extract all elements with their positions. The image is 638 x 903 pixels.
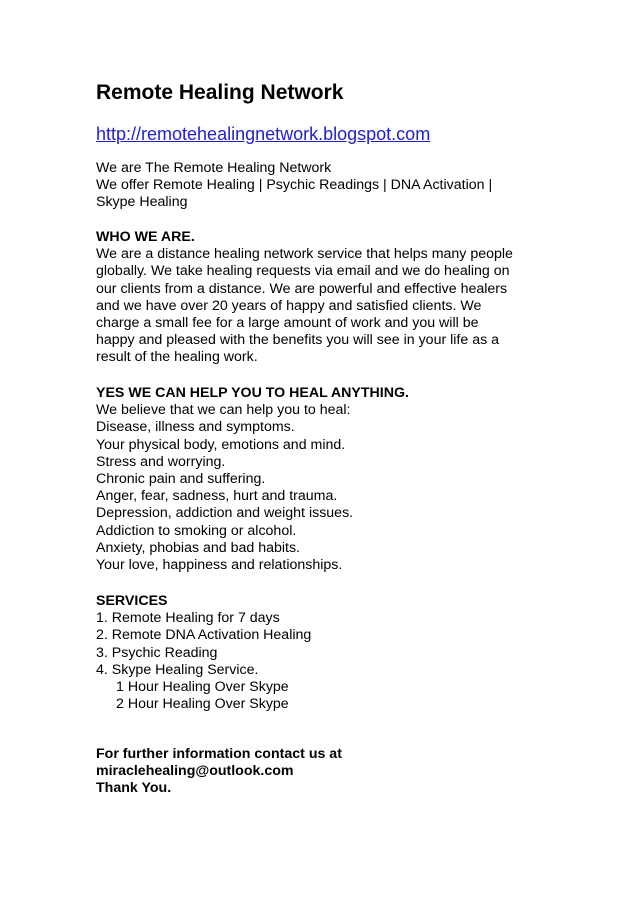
heal-line: Disease, illness and symptoms. xyxy=(96,419,295,436)
service-item: 1. Remote Healing for 7 days xyxy=(96,610,280,627)
heal-line: Depression, addiction and weight issues. xyxy=(96,505,354,522)
service-item: 3. Psychic Reading xyxy=(96,644,218,661)
heal-anything-heading: YES WE CAN HELP YOU TO HEAL ANYTHING. xyxy=(96,385,409,401)
intro-line: We offer Remote Healing | Psychic Readings | DNA Activation | xyxy=(96,177,493,194)
document-title: Remote Healing Network xyxy=(96,81,344,104)
intro-line: We are The Remote Healing Network xyxy=(96,160,332,176)
thank-you-line: Thank You. xyxy=(96,780,172,797)
heal-line: Anxiety, phobias and bad habits. xyxy=(96,539,301,556)
blog-url-link[interactable]: http://remotehealingnetwork.blogspot.com xyxy=(96,124,431,144)
service-subitem: 1 Hour Healing Over Skype xyxy=(116,678,289,695)
who-line: our clients from a distance. We are powerful and effective healers xyxy=(96,280,508,297)
service-item: 2. Remote DNA Activation Healing xyxy=(96,627,312,644)
services-section xyxy=(96,593,311,713)
who-line: result of the healing work. xyxy=(96,349,258,366)
heal-line: Chronic pain and suffering. xyxy=(96,470,266,487)
heal-line: Stress and worrying. xyxy=(96,453,226,470)
who-line: and we have over 20 years of happy and satisfied clients. We xyxy=(96,297,482,314)
service-subitem: 2 Hour Healing Over Skype xyxy=(116,696,289,713)
heal-line: Addiction to smoking or alcohol. xyxy=(96,522,297,539)
intro-paragraph xyxy=(96,160,492,212)
intro-line: Skype Healing xyxy=(96,194,188,211)
heal-line: Your love, happiness and relationships. xyxy=(96,556,343,573)
heal-line: We believe that we can help you to heal: xyxy=(96,402,351,419)
who-we-are-section xyxy=(96,229,513,367)
who-we-are-heading: WHO WE ARE. xyxy=(96,229,195,245)
services-heading: SERVICES xyxy=(96,593,168,609)
heal-anything-section xyxy=(96,385,409,574)
who-line: happy and pleased with the benefits you will see in your life as a xyxy=(96,332,500,349)
who-line: We are a distance healing network service that helps many people xyxy=(96,246,513,263)
who-line: globally. We take healing requests via email and we do healing on xyxy=(96,263,510,280)
contact-section xyxy=(96,746,342,798)
contact-email: miraclehealing@outlook.com xyxy=(96,763,294,780)
who-line: charge a small fee for a large amount of work and you will be xyxy=(96,314,479,331)
heal-line: Your physical body, emotions and mind. xyxy=(96,436,346,453)
heal-line: Anger, fear, sadness, hurt and trauma. xyxy=(96,488,338,505)
service-item: 4. Skype Healing Service. xyxy=(96,661,259,678)
contact-line: For further information contact us at xyxy=(96,746,342,762)
